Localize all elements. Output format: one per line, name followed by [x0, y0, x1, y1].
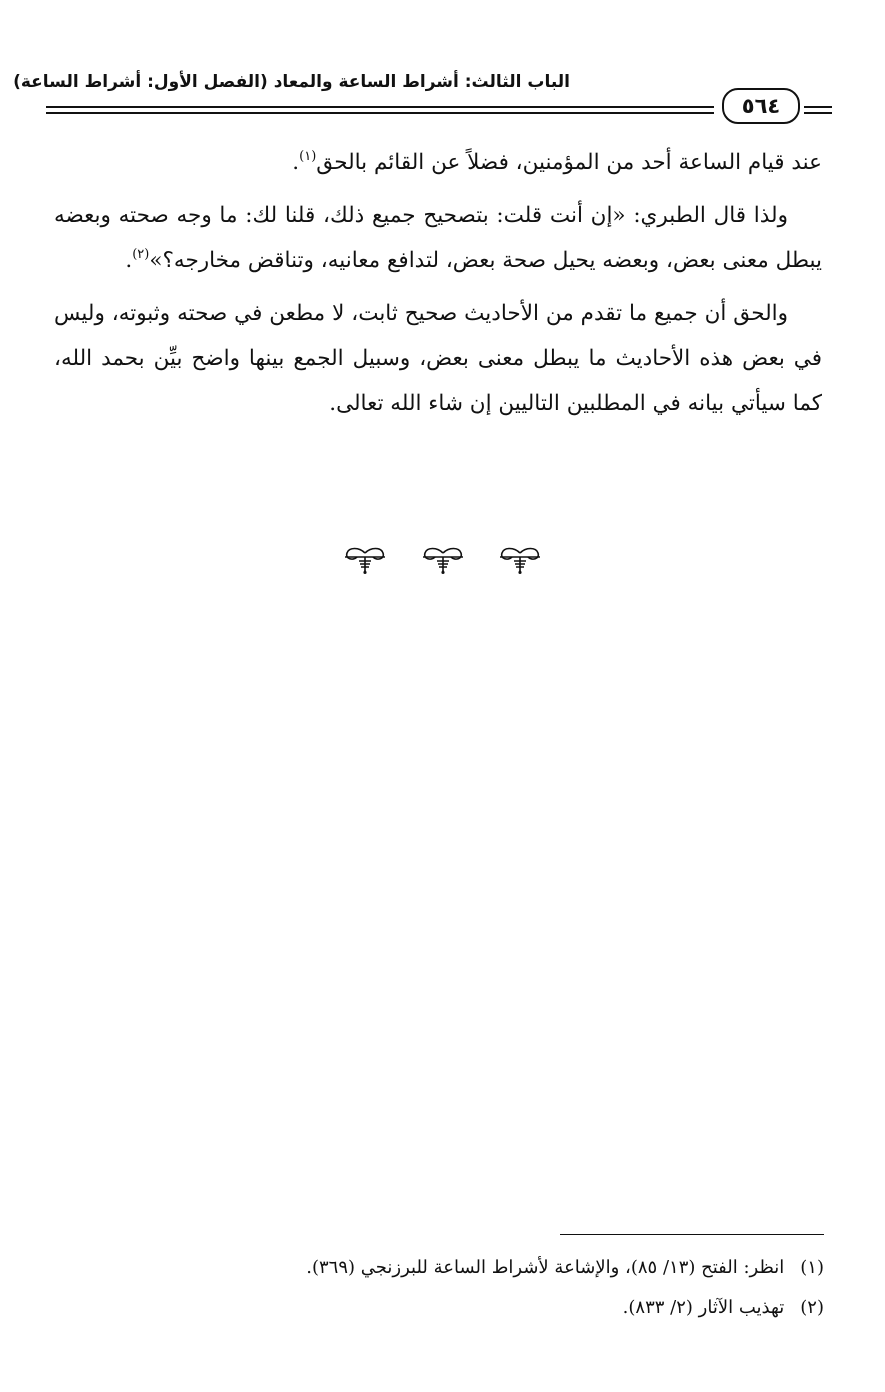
footnote — [60, 1248, 824, 1288]
paragraph-end: . — [125, 248, 133, 273]
section-divider — [0, 545, 885, 581]
page-number: ٥٦٤ — [722, 88, 800, 124]
footnote-ref: (١) — [299, 149, 317, 164]
page-header — [13, 68, 832, 130]
floral-ornament-icon — [496, 545, 544, 577]
footnote-text: انظر: الفتح (١٣/ ٨٥)، والإشاعة لأشراط الساعة للبرزنجي (٣٦٩). — [306, 1257, 785, 1278]
paragraph-text: عند قيام الساعة أحد من المؤمنين، فضلاً عن القائم بالحق — [316, 150, 822, 175]
main-text — [54, 140, 822, 434]
footnote-separator — [560, 1234, 824, 1235]
paragraph-end: . — [292, 150, 300, 175]
footnotes — [60, 1248, 824, 1328]
header-rule — [46, 112, 714, 114]
paragraph — [54, 291, 822, 426]
footnote — [60, 1288, 824, 1328]
paragraph — [54, 140, 822, 185]
footnote-text: تهذيب الآثار (٢/ ٨٣٣). — [622, 1297, 785, 1318]
floral-ornament-icon — [419, 545, 467, 577]
paragraph-text: والحق أن جميع ما تقدم من الأحاديث صحيح ثابت، لا مطعن في صحته وثبوته، وليس في بعض هذه الأحاديث ما يبطل معنى بعض، وسبيل الجمع بينها واضح بيِّن بحمد الله، كما سيأتي بيانه في المطلبين التاليين إن شاء الله تعالى. — [54, 301, 822, 416]
footnote-number: (٢) — [800, 1297, 824, 1318]
header-rule — [46, 106, 714, 108]
paragraph-text: ولذا قال الطبري: «إن أنت قلت: بتصحيح جميع ذلك، قلنا لك: ما وجه صحته وبعضه يبطل معنى بعض، وبعضه يحيل صحة بعض، لتدافع معانيه، وتناقض مخارجه؟» — [54, 203, 822, 273]
footnote-ref: (٢) — [132, 247, 150, 262]
paragraph — [54, 193, 822, 283]
running-title: الباب الثالث: أشراط الساعة والمعاد (الفصل الأول: أشراط الساعة) — [13, 72, 570, 92]
header-rule — [804, 106, 832, 108]
footnote-number: (١) — [800, 1257, 824, 1278]
header-rule — [804, 112, 832, 114]
floral-ornament-icon — [341, 545, 389, 577]
